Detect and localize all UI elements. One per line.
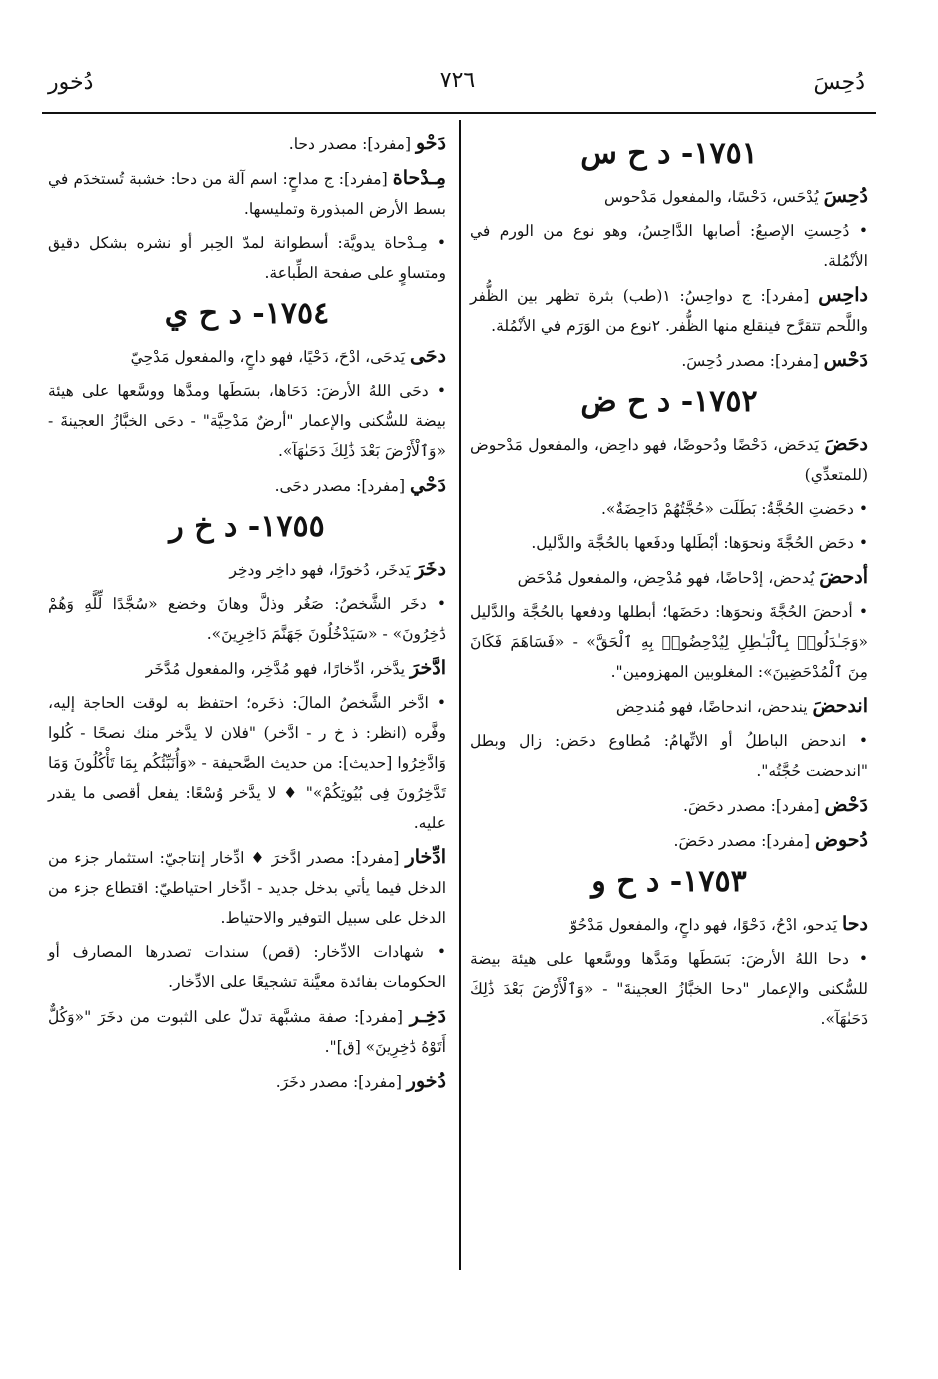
header-left-word: دُخور xyxy=(48,70,94,95)
definition-text: • مِـدْحاة يدويَّة: أسطوانة لمدّ الحِبر أو نشره بشكل دقيق ومتساوٍ على صفحة الطِّباعة. xyxy=(48,234,446,282)
headword: دُحِسَ xyxy=(823,185,868,207)
definition-text: • أدحضَ الحُجَّةَ ونحوَها: دحَضَها؛ أبطلها ودفعها بالحُجَّة والدَّليل «وَجَـٰدَلُوا۟ بِٱلْبَـٰطِلِ لِيُدْحِضُوا۟ بِهِ ٱلْحَقَّ» - «فَسَاهَمَ فَكَانَ مِنَ ٱلْمُدْحَضِينَ»: المغلوبين المهزومين". xyxy=(470,603,868,681)
definition-text: [مفرد]: صفة مشبَّهة تدلّ على الثبوت من دخَرَ "«وَكُلٌّ أَتَوْهُ دَٰخِرِينَ» [ق]". xyxy=(48,1008,446,1056)
definition-text: يَدحو، ادْحُ، دَحْوًا، فهو داحٍ، والمفعول مَدْحُوّ xyxy=(569,916,842,934)
dictionary-paragraph xyxy=(470,181,868,212)
headword: اندحضَ xyxy=(812,695,868,717)
header-right-word: دُحِسَ xyxy=(813,70,865,95)
dictionary-paragraph xyxy=(470,597,868,687)
definition-text: • دُحِستِ الإصبعُ: أصابها الدَّاحِسُ، وهو نوع من الورم في الأنْمُلة. xyxy=(470,222,868,270)
definition-text: [مفرد]: مصدر دُحِسَ. xyxy=(681,352,824,370)
dictionary-paragraph xyxy=(470,216,868,276)
page-header xyxy=(40,62,875,108)
definition-text: • دحَض الحُجَّةَ ونحوَها: أبْطَلها ودفَعها بالحُجَّة والدَّليل. xyxy=(531,534,868,552)
dictionary-paragraph xyxy=(48,937,446,997)
dictionary-paragraph xyxy=(470,909,868,940)
root-heading: ١٧٥٣- د ح و xyxy=(591,864,747,899)
headword: دَحْض xyxy=(824,794,868,816)
headword: دحا xyxy=(842,913,868,935)
definition-text: [مفرد]: مصدر دحَضَ. xyxy=(683,797,825,815)
definition-text: يَدحَض، دَحْضًا ودُحوضًا، فهو داحِض، والمفعول مَدْحوض (للمتعدِّي) xyxy=(470,436,868,484)
dictionary-paragraph xyxy=(470,944,868,1034)
definition-text: • اندحض الباطلُ أو الاتِّهامُ: مُطاوع دحَض: زال وبطل "اندحضت حُجَّتُه". xyxy=(470,732,868,780)
dictionary-paragraph xyxy=(470,494,868,524)
definition-text: • شهادات الادِّخار: (قص) سندات تصدرها المصارف أو الحكومات بفائدة معيَّنة تشجيعًا على الادِّخار. xyxy=(48,943,446,991)
definition-text: يُدْحَس، دَحْسًا، والمفعول مَدْحوس xyxy=(604,188,824,206)
headword: أدحضَ xyxy=(819,566,868,588)
headword: دُحوض xyxy=(815,829,868,851)
dictionary-paragraph xyxy=(48,163,446,224)
definition-text: • دحَضتِ الحُجَّةُ: بَطَلَت «حُجَّتُهُمْ دَاحِضَةٌ». xyxy=(600,500,868,518)
headword: دَحْس xyxy=(823,349,868,371)
right-column xyxy=(470,128,868,1038)
column-divider xyxy=(459,120,461,1270)
dictionary-paragraph xyxy=(48,554,446,585)
headword: دَحْي xyxy=(409,474,446,496)
dictionary-paragraph xyxy=(48,1066,446,1097)
definition-text: [مفرد]: مصدر دخَرَ. xyxy=(275,1073,407,1091)
definition-text: [مفرد]: مصدر دحَضَ. xyxy=(673,832,815,850)
dictionary-paragraph xyxy=(48,128,446,159)
dictionary-paragraph xyxy=(48,653,446,684)
page-number: ٧٢٦ xyxy=(439,68,476,93)
dictionary-paragraph xyxy=(470,429,868,490)
dictionary-paragraph xyxy=(48,688,446,838)
headword: دحَضَ xyxy=(824,433,868,455)
dictionary-paragraph xyxy=(470,790,868,821)
left-column xyxy=(48,128,446,1101)
headword: ادِّخار xyxy=(405,846,446,868)
definition-text: يدَّخر، ادِّخارًا، فهو مُدَّخِر، والمفعول مُدَّخَر xyxy=(145,660,411,678)
dictionary-paragraph xyxy=(470,562,868,593)
definition-text: يُدحض، إدْحاضًا، فهو مُدْحِض، والمفعول مُدْحَض xyxy=(517,569,820,587)
header-rule xyxy=(42,112,876,114)
definition-text: • دخَر الشَّخصُ: صَغُر وذلَّ وهانَ وخضع «سُجَّدًا لِّلَّهِ وَهُمْ دَٰخِرُونَ» - «سَيَدْخُلُونَ جَهَنَّمَ دَاخِرِينَ». xyxy=(48,595,446,643)
headword: مِـدْحاة xyxy=(392,167,446,189)
root-heading: ١٧٥٥- د خ ر xyxy=(169,509,325,544)
headword: دخَرَ xyxy=(415,558,446,580)
definition-text: • دحَى اللهُ الأرضَ: دَحَاها، بسَطَها ومدَّها ووسَّعها على هيئة بيضة للسُّكنى والإعمار "أرضٌ مَدْحِيَّة" - دحَى الخبَّازُ العجينةَ - «وَٱلْأَرْضَ بَعْدَ ذَٰلِكَ دَحَىٰهَآ». xyxy=(48,382,446,460)
definition-text: [مفرد]: مصدر ادَّخرَ ♦ ادِّخار إنتاجيّ: استثمار جزء من الدخل فيما يأتي بدخل جديد - ادِّخار احتياطيّ: اقتطاع جزء من الدخل على سبيل التوفير والاحتياط. xyxy=(48,849,446,927)
definition-text: • ادَّخر الشَّخصُ المالَ: ذخَره؛ احتفظ به لوقت الحاجة إليه، وفَّره (انظر: ذ خ ر - ادَّخر) "فلان لا يدَّخر منك نصحًا - كُلوا وَادَّخِرُوا [حديث]: من حديث الصَّحيفة - «وَأُنَبِّئُكُم بِمَا تَأْكُلُونَ وَمَا تَدَّخِرُونَ فِى بُيُوتِكُمْ»" ♦ لا يدَّخر وُسْعًا: يفعل أقصى ما يقدر عليه. xyxy=(48,694,446,832)
dictionary-paragraph xyxy=(470,528,868,558)
dictionary-paragraph xyxy=(48,341,446,372)
dictionary-paragraph xyxy=(48,589,446,649)
dictionary-paragraph xyxy=(48,470,446,501)
dictionary-paragraph xyxy=(48,376,446,466)
root-heading: ١٧٥٢- د ح ض xyxy=(580,384,758,419)
definition-text: [مفرد]: ج دواحِسُ: ١(طب) بثرة تظهر بين الظُّفر واللَّحم تتقرَّح فينقلع منها الظُّفر. ٢نوع من الوَرَم في الأنْمُلة. xyxy=(470,287,868,335)
definition-text: [مفرد]: ج مداحٍ: اسم آلة من دحا: خشبة تُستخدَم في بسط الأرض المبذورة وتمليسها. xyxy=(48,170,446,218)
headword: دُخور xyxy=(406,1070,446,1092)
dictionary-paragraph xyxy=(48,1001,446,1062)
headword: دَحْو xyxy=(415,132,446,154)
root-heading: ١٧٥٤- د ح ي xyxy=(164,296,330,331)
definition-text: يَدحَى، ادْحَ، دَحْيًا، فهو داحٍ، والمفعول مَدْحِيّ xyxy=(130,348,410,366)
headword: ادَّخرَ xyxy=(410,657,446,679)
headword: دحَى xyxy=(409,345,446,367)
definition-text: [مفرد]: مصدر دحَى. xyxy=(274,477,410,495)
definition-text: يندحض، اندحاضًا، فهو مُندحِض xyxy=(615,698,813,716)
dictionary-paragraph xyxy=(470,345,868,376)
dictionary-paragraph xyxy=(470,280,868,341)
dictionary-paragraph xyxy=(470,825,868,856)
dictionary-paragraph xyxy=(470,726,868,786)
definition-text: يَدخَر، دُخورًا، فهو داخِر ودخِر xyxy=(229,561,416,579)
headword: دَخِـر xyxy=(409,1005,446,1027)
definition-text: • دحا اللهُ الأرضَ: بَسَطَها ومَدَّها ووسَّعها على هيئة بيضة للسُّكنى والإعمار "دحا الخبَّازُ العجينةَ" - «وَٱلْأَرْضَ بَعْدَ ذَٰلِكَ دَحَىٰهَآ». xyxy=(470,950,868,1028)
dictionary-paragraph xyxy=(48,842,446,933)
definition-text: [مفرد]: مصدر دحا. xyxy=(288,135,416,153)
headword: داحِس xyxy=(818,284,868,306)
dictionary-paragraph xyxy=(470,691,868,722)
root-heading: ١٧٥١- د ح س xyxy=(580,136,758,171)
dictionary-paragraph xyxy=(48,228,446,288)
